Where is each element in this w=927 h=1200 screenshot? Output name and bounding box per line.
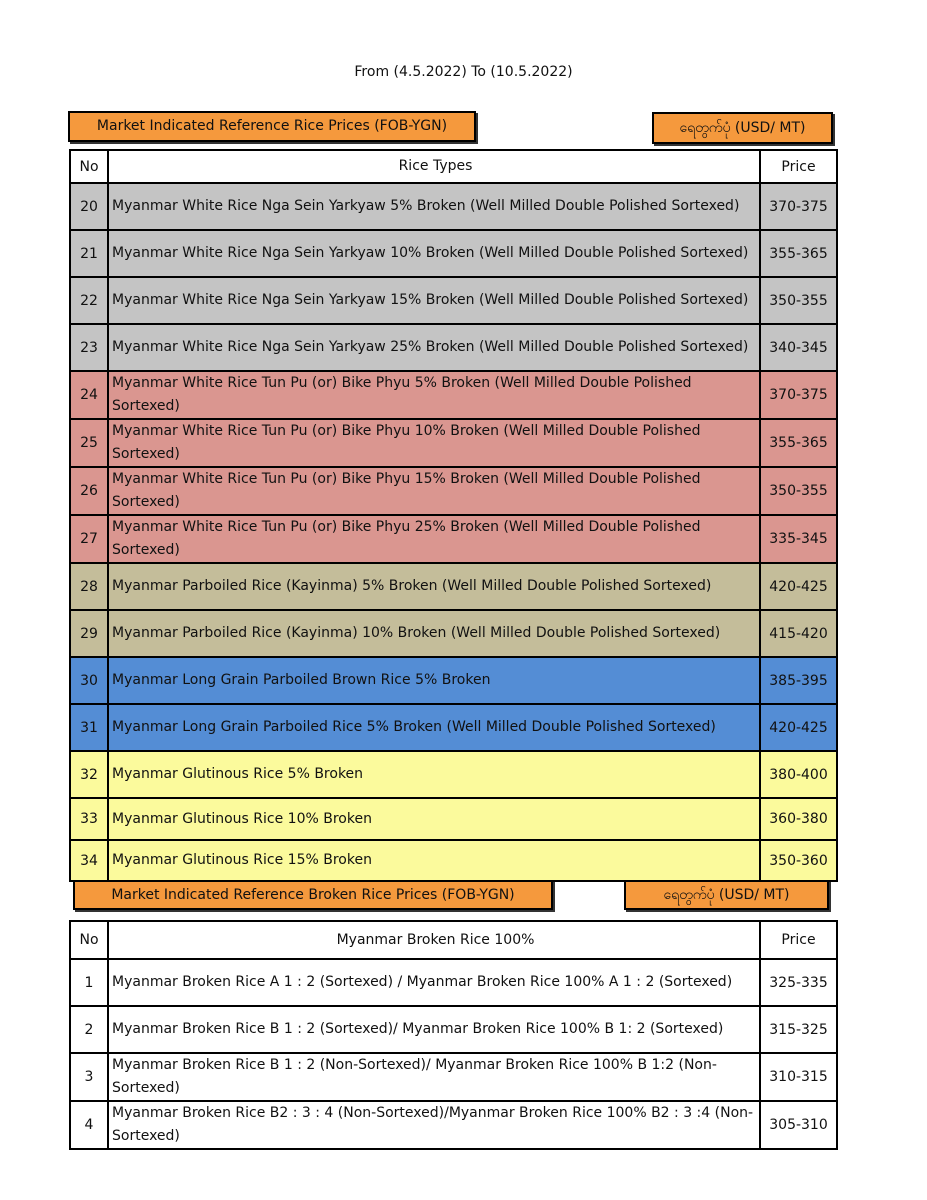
cell-no: 31	[70, 704, 108, 751]
cell-no: 2	[70, 1006, 108, 1053]
cell-price: 385-395	[760, 657, 837, 704]
table-row	[70, 419, 837, 467]
header-price: Price	[760, 921, 837, 959]
cell-price: 355-365	[760, 419, 837, 467]
cell-price: 380-400	[760, 751, 837, 798]
cell-price: 355-365	[760, 230, 837, 277]
cell-type: Myanmar White Rice Nga Sein Yarkyaw 25% Broken (Well Milled Double Polished Sortexed)	[108, 324, 760, 371]
broken-rice-price-table	[69, 920, 838, 1150]
table-row	[70, 277, 837, 324]
cell-price: 415-420	[760, 610, 837, 657]
cell-price: 340-345	[760, 324, 837, 371]
cell-price: 370-375	[760, 183, 837, 230]
section1-unit: ရေတွက်ပုံ (USD/ MT)	[652, 112, 833, 144]
cell-price: 370-375	[760, 371, 837, 419]
cell-type: Myanmar White Rice Nga Sein Yarkyaw 10% Broken (Well Milled Double Polished Sortexed)	[108, 230, 760, 277]
header-no: No	[70, 150, 108, 183]
cell-type: Myanmar Broken Rice B 1 : 2 (Non-Sortexed)/ Myanmar Broken Rice 100% B 1:2 (Non-Sortexed)	[108, 1053, 760, 1101]
table-row	[70, 657, 837, 704]
cell-price: 350-355	[760, 467, 837, 515]
cell-no: 27	[70, 515, 108, 563]
cell-no: 33	[70, 798, 108, 840]
cell-price: 315-325	[760, 1006, 837, 1053]
cell-type: Myanmar White Rice Tun Pu (or) Bike Phyu 5% Broken (Well Milled Double Polished Sortexed)	[108, 371, 760, 419]
cell-price: 420-425	[760, 704, 837, 751]
table-row	[70, 183, 837, 230]
cell-no: 23	[70, 324, 108, 371]
section1-title: Market Indicated Reference Rice Prices (FOB-YGN)	[68, 111, 476, 142]
cell-no: 4	[70, 1101, 108, 1149]
cell-type: Myanmar Glutinous Rice 5% Broken	[108, 751, 760, 798]
cell-type: Myanmar White Rice Tun Pu (or) Bike Phyu 10% Broken (Well Milled Double Polished Sortexed)	[108, 419, 760, 467]
cell-no: 30	[70, 657, 108, 704]
cell-no: 32	[70, 751, 108, 798]
cell-type: Myanmar Broken Rice B2 : 3 : 4 (Non-Sortexed)/Myanmar Broken Rice 100% B2 : 3 :4 (Non-Sortexed)	[108, 1101, 760, 1149]
table-row	[70, 467, 837, 515]
cell-type: Myanmar Broken Rice A 1 : 2 (Sortexed) / Myanmar Broken Rice 100% A 1 : 2 (Sortexed)	[108, 959, 760, 1006]
cell-type: Myanmar Parboiled Rice (Kayinma) 5% Broken (Well Milled Double Polished Sortexed)	[108, 563, 760, 610]
table-row	[70, 751, 837, 798]
header-no: No	[70, 921, 108, 959]
cell-no: 28	[70, 563, 108, 610]
cell-price: 325-335	[760, 959, 837, 1006]
cell-no: 3	[70, 1053, 108, 1101]
cell-type: Myanmar Broken Rice B 1 : 2 (Sortexed)/ Myanmar Broken Rice 100% B 1: 2 (Sortexed)	[108, 1006, 760, 1053]
table-row	[70, 563, 837, 610]
cell-type: Myanmar White Rice Tun Pu (or) Bike Phyu 25% Broken (Well Milled Double Polished Sortexed)	[108, 515, 760, 563]
cell-price: 350-360	[760, 840, 837, 881]
cell-price: 350-355	[760, 277, 837, 324]
section2-unit: ရေတွက်ပုံ (USD/ MT)	[624, 880, 829, 910]
cell-no: 25	[70, 419, 108, 467]
table-row	[70, 798, 837, 840]
table-row	[70, 1006, 837, 1053]
table-header-row	[70, 150, 837, 183]
cell-type: Myanmar Glutinous Rice 15% Broken	[108, 840, 760, 881]
table-row	[70, 840, 837, 881]
cell-no: 26	[70, 467, 108, 515]
cell-type: Myanmar Long Grain Parboiled Rice 5% Broken (Well Milled Double Polished Sortexed)	[108, 704, 760, 751]
cell-price: 360-380	[760, 798, 837, 840]
section2-title: Market Indicated Reference Broken Rice Prices (FOB-YGN)	[73, 880, 553, 910]
cell-price: 335-345	[760, 515, 837, 563]
cell-type: Myanmar White Rice Nga Sein Yarkyaw 15% Broken (Well Milled Double Polished Sortexed)	[108, 277, 760, 324]
cell-no: 29	[70, 610, 108, 657]
cell-price: 310-315	[760, 1053, 837, 1101]
cell-type: Myanmar Glutinous Rice 10% Broken	[108, 798, 760, 840]
cell-price: 420-425	[760, 563, 837, 610]
table-row	[70, 230, 837, 277]
cell-no: 20	[70, 183, 108, 230]
cell-type: Myanmar Parboiled Rice (Kayinma) 10% Broken (Well Milled Double Polished Sortexed)	[108, 610, 760, 657]
rice-price-table	[69, 149, 838, 882]
header-rice-types: Rice Types	[108, 150, 760, 183]
table-row	[70, 324, 837, 371]
cell-no: 34	[70, 840, 108, 881]
table-row	[70, 515, 837, 563]
cell-no: 22	[70, 277, 108, 324]
header-price: Price	[760, 150, 837, 183]
cell-type: Myanmar White Rice Nga Sein Yarkyaw 5% Broken (Well Milled Double Polished Sortexed)	[108, 183, 760, 230]
table-row	[70, 704, 837, 751]
cell-price: 305-310	[760, 1101, 837, 1149]
header-broken-rice: Myanmar Broken Rice 100%	[108, 921, 760, 959]
table-row	[70, 959, 837, 1006]
table-row	[70, 1053, 837, 1101]
date-range: From (4.5.2022) To (10.5.2022)	[354, 64, 573, 80]
table-header-row	[70, 921, 837, 959]
cell-type: Myanmar White Rice Tun Pu (or) Bike Phyu 15% Broken (Well Milled Double Polished Sortexed)	[108, 467, 760, 515]
cell-type: Myanmar Long Grain Parboiled Brown Rice 5% Broken	[108, 657, 760, 704]
cell-no: 21	[70, 230, 108, 277]
cell-no: 24	[70, 371, 108, 419]
table-row	[70, 610, 837, 657]
table-row	[70, 1101, 837, 1149]
cell-no: 1	[70, 959, 108, 1006]
table-row	[70, 371, 837, 419]
